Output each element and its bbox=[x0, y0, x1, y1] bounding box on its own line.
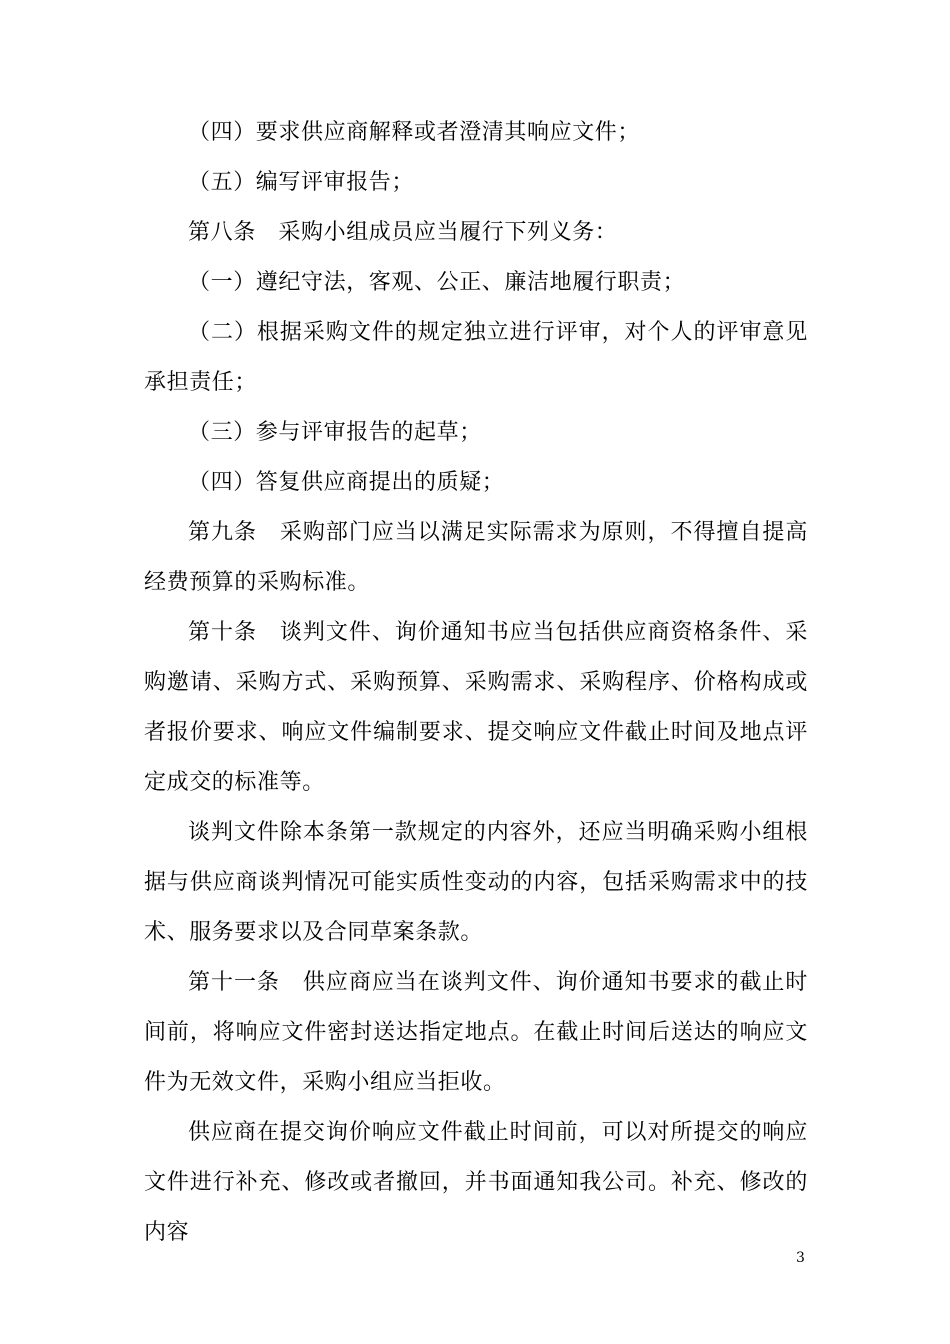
paragraph-9: 第十条 谈判文件、询价通知书应当包括供应商资格条件、采购邀请、采购方式、采购预算、采购需求、采购程序、价格构成或者报价要求、响应文件编制要求、提交响应文件截止时间及地点评定成交的标准等。 bbox=[144, 620, 808, 795]
paragraph-2: （五）编写评审报告； bbox=[188, 170, 415, 195]
paragraph-8: 第九条 采购部门应当以满足实际需求为原则，不得擅自提高经费预算的采购标准。 bbox=[144, 520, 808, 595]
paragraph-6: （三）参与评审报告的起草； bbox=[188, 420, 482, 445]
page-number: 3 bbox=[796, 1250, 805, 1266]
document-body bbox=[144, 108, 808, 1258]
paragraph-7: （四）答复供应商提出的质疑； bbox=[188, 470, 505, 495]
paragraph-4: （一）遵纪守法，客观、公正、廉洁地履行职责； bbox=[188, 270, 686, 295]
paragraph-10: 谈判文件除本条第一款规定的内容外，还应当明确采购小组根据与供应商谈判情况可能实质性变动的内容，包括采购需求中的技术、服务要求以及合同草案条款。 bbox=[144, 820, 808, 945]
paragraph-12: 供应商在提交询价响应文件截止时间前，可以对所提交的响应文件进行补充、修改或者撤回，并书面通知我公司。补充、修改的内容 bbox=[144, 1120, 808, 1245]
paragraph-1: （四）要求供应商解释或者澄清其响应文件； bbox=[188, 120, 641, 145]
paragraph-3: 第八条 采购小组成员应当履行下列义务： bbox=[188, 220, 618, 245]
paragraph-5: （二）根据采购文件的规定独立进行评审，对个人的评审意见承担责任； bbox=[144, 320, 808, 395]
paragraph-11: 第十一条 供应商应当在谈判文件、询价通知书要求的截止时间前，将响应文件密封送达指定地点。在截止时间后送达的响应文件为无效文件，采购小组应当拒收。 bbox=[144, 970, 808, 1095]
